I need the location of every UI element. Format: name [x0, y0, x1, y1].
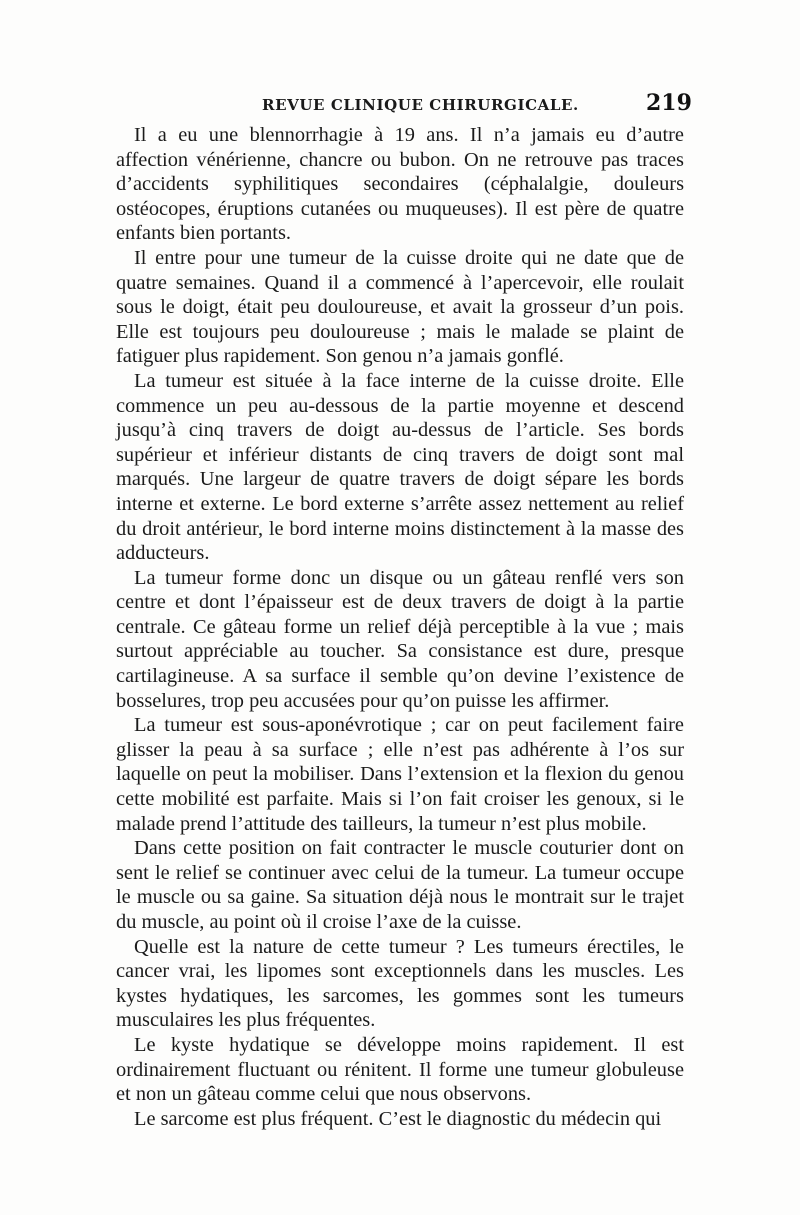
paragraph: Dans cette position on fait contracter le muscle couturier dont on sent le relief se continuer avec celui de la tumeur. La tumeur occupe le muscle ou sa gaine. Sa situation déjà nous le montrait sur le trajet du muscle, au point où il croise l’axe de la cuisse.: [116, 837, 684, 933]
paragraph: Il a eu une blennorrhagie à 19 ans. Il n’a jamais eu d’autre affection vénérienne, chancre ou bubon. On ne retrouve pas traces d’accidents syphilitiques secondaires (céphalalgie, douleurs ostéocopes, éruptions cutanées ou muqueuses). Il est père de quatre enfants bien portants.: [116, 124, 684, 245]
page-number: 219: [646, 90, 692, 116]
paragraph: Le kyste hydatique se développe moins rapidement. Il est ordinairement fluctuant ou rénitent. Il forme une tumeur globuleuse et non un gâteau comme celui que nous observons.: [116, 1033, 684, 1106]
paragraph: La tumeur est située à la face interne de la cuisse droite. Elle commence un peu au-dessous de la partie moyenne et descend jusqu’à cinq travers de doigt au-dessus de l’article. Ses bords supérieur et inférieur distants de cinq travers de doigt sont mal marqués. Une largeur de quatre travers de doigt sépare les bords interne et externe. Le bord externe s’arrête assez nettement au relief du droit antérieur, le bord interne moins distinctement à la masse des adducteurs.: [116, 369, 684, 565]
paragraph: Il entre pour une tumeur de la cuisse droite qui ne date que de quatre semaines. Quand il a commencé à l’apercevoir, elle roulait sous le doigt, était peu douloureuse, et avait la grosseur d’un pois. Elle est toujours peu douloureuse ; mais le malade se plaint de fatiguer plus rapidement. Son genou n’a jamais gonflé.: [116, 246, 684, 368]
paragraph: La tumeur forme donc un disque ou un gâteau renflé vers son centre et dont l’épaisseur est de deux travers de doigt à la partie centrale. Ce gâteau forme un relief déjà perceptible à la vue ; mais surtout appréciable au toucher. Sa consistance est dure, presque cartilagineuse. A sa surface il semble qu’on devine l’existence de bosselures, trop peu accusées pour qu’on puisse les affirmer.: [116, 566, 684, 712]
running-title: REVUE CLINIQUE CHIRURGICALE.: [262, 96, 579, 114]
body-text: [116, 123, 684, 1131]
paragraph: Le sarcome est plus fréquent. C’est le diagnostic du médecin qui: [134, 1107, 662, 1130]
paragraph: Quelle est la nature de cette tumeur ? Les tumeurs érectiles, le cancer vrai, les lipomes sont exceptionnels dans les muscles. Les kystes hydatiques, les sarcomes, les gommes sont les tumeurs musculaires les plus fréquentes.: [116, 935, 684, 1032]
paragraph: La tumeur est sous-aponévrotique ; car on peut facilement faire glisser la peau à sa surface ; elle n’est pas adhérente à l’os sur laquelle on peut la mobiliser. Dans l’extension et la flexion du genou cette mobilité est parfaite. Mais si l’on fait croiser les genoux, si le malade prend l’attitude des tailleurs, la tumeur n’est plus mobile.: [116, 714, 684, 835]
